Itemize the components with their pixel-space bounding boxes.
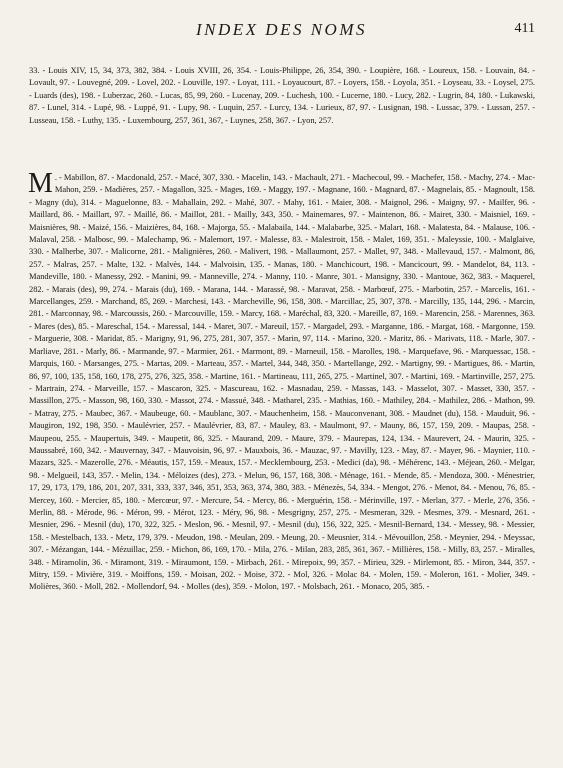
page-header	[28, 20, 535, 44]
index-section-m-entries: . - Mabillon, 87. - Macdonald, 257. - Macé, 307, 330. - Macelin, 143. - Machault, 271. - Machecoul, 99. - Machefer, 158. - Machy, 274. - Mac-Mahon, 259. - Madières, 257. - Magallon, 325. - Mages, 169. - Maggy, 197. - Magnane, 160. - Magnard, 87. - Magnelais, 85. - Magnoult, 158. - Magny (du), 314. - Maguelonne, 83. - Mahallain, 292. - Mahé, 307. - Mahy, 161. - Maier, 308. - Maignol, 296. - Maigny, 97. - Mailfer, 96. - Maillard, 86. - Maillart, 97. - Maillé, 86. - Maillot, 281. - Mailly, 343, 350. - Mainemares, 97. - Maintenon, 86. - Mairet, 330. - Maisniel, 169. - Maisnières, 98. - Maizé, 156. - Maizières, 84, 168. - Majorga, 55. - Malabaila, 144. - Malabarbe, 325. - Malart, 168. - Malatesta, 84. - Malause, 106. - Malaval, 258. - Malbosc, 99. - Malechamp, 96. - Malemort, 197. - Malesse, 83. - Malestroit, 158. - Malet, 169, 351. - Maleyssie, 100. - Malglaive, 330. - Malherbe, 307. - Malicorne, 281. - Malignières, 260. - Malivert, 198. - Mallaumont, 257. - Mallet, 97, 348. - Mallevaud, 157. - Malmont, 86, 257. - Malras, 257. - Malte, 132. - Malvès, 144. - Malvoisin, 135. - Manas, 180. - Manchicourt, 198. - Mancicourt, 99. - Mandelot, 84, 113. - Mandeville, 180. - Manessy, 292. - Manini, 99. - Manneville, 274. - Manny, 110. - Manre, 301. - Mansigny, 330. - Mantoue, 362, 383. - Maquerel, 282. - Marais (des), 99, 274. - Marais (du), 169. - Marana, 144. - Marassé, 98. - Maravat, 258. - Marbœuf, 275. - Marbotin, 257. - Marcelis, 161. - Marcellanges, 259. - Marchand, 85, 269. - Marchesi, 143. - Marcheville, 96, 158, 308. - Marcillac, 25, 307, 378. - Marcilly, 135, 144, 296. - Marcin, 281. - Marconnay, 98. - Marcoussis, 260. - Marcouville, 159. - Marcy, 168. - Maréchal, 83, 320. - Mareille, 87, 169. - Marencin, 258. - Marennes, 363. - Mares (des), 85. - Mareschal, 154. - Maressal, 144. - Maret, 307. - Mareuil, 157. - Margadel, 293. - Marganne, 186. - Margat, 168. - Margonne, 159. - Marguerie, 308. - Maridat, 85. - Marigny, 91, 96, 275, 281, 307, 357. - Marin, 97, 114. - Marino, 320. - Maritz, 86. - Marivats, 118. - Marle, 307. - Marliave, 281. - Marly, 86. - Marmande, 97. - Marmier, 261. - Marmont, 89. - Marneuil, 158. - Marolles, 198. - Marquefave, 96. - Marquessac, 158. - Marquis, 160. - Marsanges, 275. - Martas, 209. - Marteau, 357. - Martel, 344, 348, 350. - Martellange, 292. - Martigny, 99. - Martigues, 86. - Martin, 86, 97, 100, 135, 158, 160, 178, 275, 276, 325, 358. - Martine, 161. - Martineau, 111, 265, 275. - Martinel, 307. - Martini, 169. - Martinville, 257, 275. - Martrain, 274. - Marveille, 157. - Mascaron, 325. - Mascureau, 162. - Masnadau, 259. - Massas, 143. - Masselot, 307. - Masset, 330, 357. - Massillon, 275. - Masson, 98, 160, 330. - Massot, 274. - Massué, 348. - Matharel, 235. - Mathias, 160. - Mathiley, 284. - Mathilez, 286. - Mathon, 99. - Matray, 275. - Maubec, 367. - Maubeuge, 60. - Maublanc, 307. - Mauchenheim, 158. - Mauconvenant, 308. - Maudnet (du), 158. - Mauduit, 96. - Maugiron, 192, 198, 350. - Maulévrier, 257. - Maulévrier, 83, 87. - Mauley, 83. - Maulmont, 97. - Mauny, 86, 157, 159, 209. - Maupas, 258. - Maupeou, 255. - Maupertuis, 349. - Maupetit, 86, 325. - Maurand, 209. - Maure, 379. - Maurepas, 124, 134. - Maurevert, 24. - Maurin, 325. - Maussabré, 160, 342. - Mauvernay, 347. - Mauvoisin, 96, 97. - Mauxbois, 36. - Mauzac, 97. - Mavilly, 123. - May, 87. - Mayer, 96. - Maynier, 110. - Mazars, 325. - Mazerolle, 276. - Méautis, 157, 159. - Meaux, 157. - Mecklembourg, 253. - Medici (da), 98. - Méhérenc, 143. - Méjean, 260. - Melgar, 98. - Melgueil, 143, 357. - Melin, 134. - Méloizes (des), 273. - Melun, 96, 157, 168, 308. - Ménage, 161. - Mende, 85. - Mendoza, 300. - Ménestrier, 17, 29, 173, 179, 186, 201, 207, 331, 333, 337, 346, 351, 353, 363, 374, 380, 383. - Ménezès, 54, 334. - Mengot, 276. - Menot, 84. - Menou, 76, 85. - Mercey, 160. - Mercier, 85, 180. - Mercœur, 97. - Mercure, 54. - Mercy, 86. - Merguérin, 158. - Mérinville, 197. - Merlan, 377. - Merle, 276, 356. - Merlin, 88. - Mérode, 96. - Méron, 99. - Mérot, 123. - Méry, 96, 98. - Mesgrigny, 257, 275. - Mesmeran, 329. - Mesmes, 379. - Mesnard, 261. - Mesnier, 296. - Mesnil (du), 170, 322, 325. - Meslon, 96. - Mesnil, 97. - Mesnil (du), 156, 322, 325. - Mesnil-Bernard, 134. - Messey, 98. - Messier, 158. - Mestelbach, 133. - Metz, 179, 379. - Meudon, 198. - Meulan, 209. - Meung, 20. - Meusnier, 314. - Mévouillon, 258. - Meynier, 294. - Meyssac, 307. - Mézangan, 144. - Mézuillac, 259. - Michon, 86, 169, 170. - Mila, 276. - Milan, 283, 285, 361, 367. - Millières, 158. - Milly, 83, 257. - Miralles, 348. - Miramolin, 36. - Miramont, 319. - Miraumont, 159. - Mirbach, 261. - Mirepoix, 99, 357. - Mirieu, 329. - Mirlemont, 85. - Miron, 344, 357. - Mitry, 159. - Mivière, 319. - Moiffons, 159. - Moisan, 202. - Moise, 372. - Mol, 326. - Molac 84. - Molen, 159. - Moleron, 161. - Molier, 349. - Molières, 360. - Moll, 282. - Mollendorf, 94. - Molles (des), 359. - Molon, 197. - Molsbach, 261. - Monaco, 205, 385. -	[29, 172, 535, 592]
index-section-l-continuation: 33. - Louis XIV, 15, 34, 373, 382, 384. - Louis XVIII, 26, 354. - Louis-Philippe, 26, 354, 390. - Loupière, 168. - Loureux, 158. - Louvain, 84. - Lovault, 97. - Louvegné, 209. - Lovel, 202. - Louville, 197. - Loyat, 111. - Loyaucourt, 87. - Loyers, 158. - Loyola, 351. - Loyseau, 33. - Loysel, 275. - Luards (des), 198. - Luberzac, 260. - Lucas, 85, 99, 260. - Lucenay, 209. - Luchesh, 100. - Lucerne, 180. - Lucy, 282. - Lugrin, 84, 180. - Lukawski, 87. - Lunel, 314. - Lupé, 98. - Luppé, 91. - Lupy, 98. - Luquin, 257. - Lurcy, 134. - Lurieux, 87, 97. - Lusignan, 198. - Lussac, 379. - Lussan, 257. - Lusseau, 158. - Luthy, 135. - Luxembourg, 257, 361, 367, - Luynes, 258, 367. - Lyon, 257.	[29, 65, 535, 125]
running-title: INDEX DES NOMS	[196, 20, 367, 39]
index-section-m	[28, 168, 535, 593]
page-number: 411	[514, 21, 535, 36]
section-letter-m: M	[28, 168, 53, 199]
